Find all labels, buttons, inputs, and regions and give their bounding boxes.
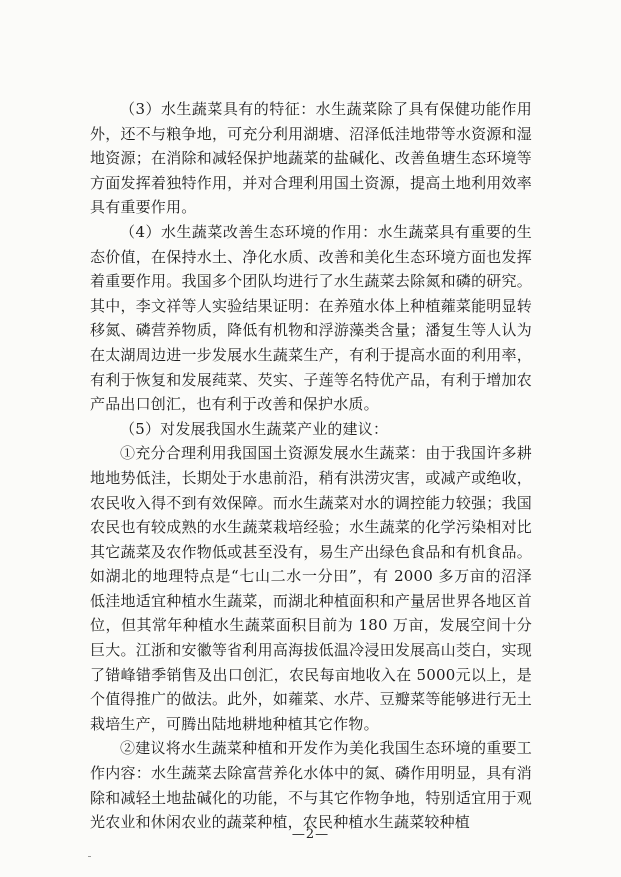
scan-mark xyxy=(88,856,91,857)
document-body xyxy=(90,97,532,835)
page-number: —2— xyxy=(291,827,330,842)
paragraph-suggestions-heading: （5）对发展我国水生蔬菜产业的建议： xyxy=(120,419,389,438)
paragraph-suggestion-2: ②建议将水生蔬菜种植和开发作为美化我国生态环境的重要工作内容：水生蔬菜去除富营养化水体中的氮、磷作用明显，具有消除和减轻土地盐碱化的功能，不与其它作物争地，特别适宜用于观光农业和休闲农业的蔬菜种植，农民种植水生蔬菜较种植 xyxy=(90,739,532,832)
paragraph-ecological-role: （4）水生蔬菜改善生态环境的作用：水生蔬菜具有重要的生态价值，在保持水土、净化水质、改善和美化生态环境方面也发挥着重要作用。我国多个团队均进行了水生蔬菜去除氮和磷的研究。其中，李文祥等人实验结果证明：在养殖水体上种植蕹菜能明显转移氮、磷营养物质，降低有机物和浮游藻类含量；潘复生等人认为在太湖周边进一步发展水生蔬菜生产，有利于提高水面的利用率，有利于恢复和发展莼菜、芡实、子莲等名特优产品，有利于增加农产品出口创汇，也有利于改善和保护水质。 xyxy=(90,222,532,414)
paragraph-suggestion-1: ①充分合理利用我国国土资源发展水生蔬菜：由于我国许多耕地地势低洼，长期处于水患前沿，稍有洪涝灾害，或减产或绝收，农民收入得不到有效保障。而水生蔬菜对水的调控能力较强；我国农民也有较成熟的水生蔬菜栽培经验；水生蔬菜的化学污染相对比其它蔬菜及农作物低或甚至没有，易生产出绿色食品和有机食品。如湖北的地理特点是“七山二水一分田”，有 2000 多万亩的沼泽低洼地适宜种植水生蔬菜，而湖北种植面积和产量居世界各地区首位，但其常年种植水生蔬菜面积目前为 180 万亩，发展空间十分巨大。江浙和安徽等省利用高海拔低温冷浸田发展高山茭白，实现了错峰错季销售及出口创汇，农民每亩地收入在 5000元以上，是个值得推广的做法。此外，如蕹菜、水芹、豆瓣菜等能够进行无土栽培生产，可腾出陆地耕地种植其它作物。 xyxy=(90,444,532,733)
paragraph-characteristics: （3）水生蔬菜具有的特征：水生蔬菜除了具有保健功能作用外，还不与粮争地，可充分利用湖塘、沼泽低洼地带等水资源和湿地资源；在消除和减轻保护地蔬菜的盐碱化、改善鱼塘生态环境等方面发挥着独特作用，并对合理利用国土资源，提高土地利用效率具有重要作用。 xyxy=(90,100,532,217)
